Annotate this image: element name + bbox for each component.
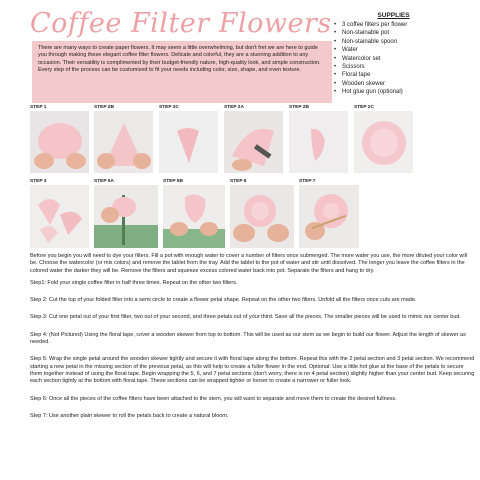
step-5-text: Step 5: Wrap the single petal around the wooden skewer tightly and secure it with floral tape along the bottom. Repeat this with the 2 petal section and 3 petal section. We recommend starting a new petal in the missing section of the previous petal, as this will help to create a fuller flower in the end. Optional: Use a little hot glue at the base of the petals to secure them together instead of using the floral tape. Begin wrapping the 5, 6, and 7 petal sections (don't worry, there is no 4 petal section) slightly higher than your center bud. Keep securing each section tightly at the bottom with floral tape. These sections can be wrapped tighter or looser to create a narrower or fuller look.: [30, 356, 475, 385]
step-photo-7: [299, 178, 359, 248]
step-label: STEP 3: [30, 179, 47, 184]
supply-item: • 3 coffee filters per flower: [334, 21, 474, 29]
step-photo-3: [30, 178, 89, 248]
page-title: Coffee Filter Flowers: [30, 8, 332, 39]
step-label: STEP 1: [30, 105, 47, 110]
intro-paragraph: There are many ways to create paper flowers. It may seem a little overwhelming, but don't fret we are here to guide you through making these elegant coffee filter flowers. Delicate and colorful, they are a stunning addition to any occasion. Their versatility is complimented by their budget-friendly nature, high-quality look, and simple construction. Every step of the process can be customized to fit your needs including color, size, shape, and even texture.: [32, 41, 332, 103]
step-label: STEP 5A: [94, 179, 114, 184]
supply-item: • Non-stainable spoon: [334, 38, 474, 46]
step-photo-6: [230, 178, 294, 248]
supply-item: • Water: [334, 46, 474, 54]
step-3-text: Step 3: Cut one petal out of your first filter, two out of your second, and three petals out of your third. Save all the pieces. The smaller pieces will be used to mimic our center bud.: [30, 314, 461, 321]
step-label: STEP 2C: [354, 105, 374, 110]
step-image: [354, 111, 413, 173]
step-image: [163, 185, 225, 248]
step-photo-2b: [94, 104, 153, 173]
step-2-text: Step 2: Cut the top of your folded filter into a semi circle to create a flower petal shape. Repeat on the other two filters. Unfold all the filters once cuts are made.: [30, 297, 417, 304]
step-label: STEP 6: [230, 179, 247, 184]
step-image: [94, 185, 158, 248]
supply-item: • Wooden skewer: [334, 80, 474, 88]
step-6-text: Step 6: Once all the pieces of the coffee filters have been attached to the stem, you will want to separate and move them to create the desired fullness.: [30, 395, 397, 402]
step-image: [30, 185, 89, 248]
step-label: STEP 2A: [224, 105, 244, 110]
step-1-text: Step1: Fold your single coffee filter in half three times. Repeat on the other two filters.: [30, 279, 238, 286]
step-image: [159, 111, 218, 173]
supply-item: • Hot glue gun (optional): [334, 88, 474, 96]
supply-item: • Scissors: [334, 63, 474, 71]
step-photo-1: [30, 104, 89, 173]
supply-item: • Non-stainable pot: [334, 29, 474, 37]
prep-paragraph: Before you begin you will need to dye your filters. Fill a pot with enough water to cover a number of filters once submerged. The more water you use, the more diluted your color will be. Choose the watercolor (or mix colors) and remove the tablet from the tray. Add the tablet to the pot of water and stir until dissolved. The longer you leave the coffee filters in the colored water the darker they will be. Remove the filters and squeeze excess colored water back into pot. Separate the filters and hang to dry.: [30, 253, 468, 274]
step-image: [299, 185, 359, 248]
step-photo-2a: [224, 104, 283, 173]
instructions: [30, 253, 476, 430]
supply-item: • Watercolor set: [334, 55, 474, 63]
step-photo-5a: [94, 178, 158, 248]
step-label: STEP 7: [299, 179, 316, 184]
step-label: STEP 3C: [159, 105, 179, 110]
step-label: STEP 2B: [289, 105, 309, 110]
step-image: [224, 111, 283, 173]
step-4-text: Step 4: (Not Pictured) Using the floral tape, cover a wooden skewer from top to bottom. This will be used as our stem as we begin to build our flower. Adjust the length of skewer as needed.: [30, 331, 466, 346]
step-image: [230, 185, 294, 248]
step-photo-3c: [159, 104, 218, 173]
step-photo-2b-second: [289, 104, 348, 173]
step-photo-5b: [163, 178, 225, 248]
step-label: STEP 5B: [163, 179, 183, 184]
step-image: [94, 111, 153, 173]
step-7-text: Step 7: Use another plain skewer to roll the petals back to create a natural bloom.: [30, 412, 229, 419]
step-photo-2c: [354, 104, 413, 173]
supplies-list: [334, 12, 474, 97]
supply-item: • Floral tape: [334, 71, 474, 79]
supplies-heading: SUPPLIES: [377, 12, 410, 19]
step-image: [289, 111, 348, 173]
step-image: [30, 111, 89, 173]
step-label: STEP 2B: [94, 105, 114, 110]
